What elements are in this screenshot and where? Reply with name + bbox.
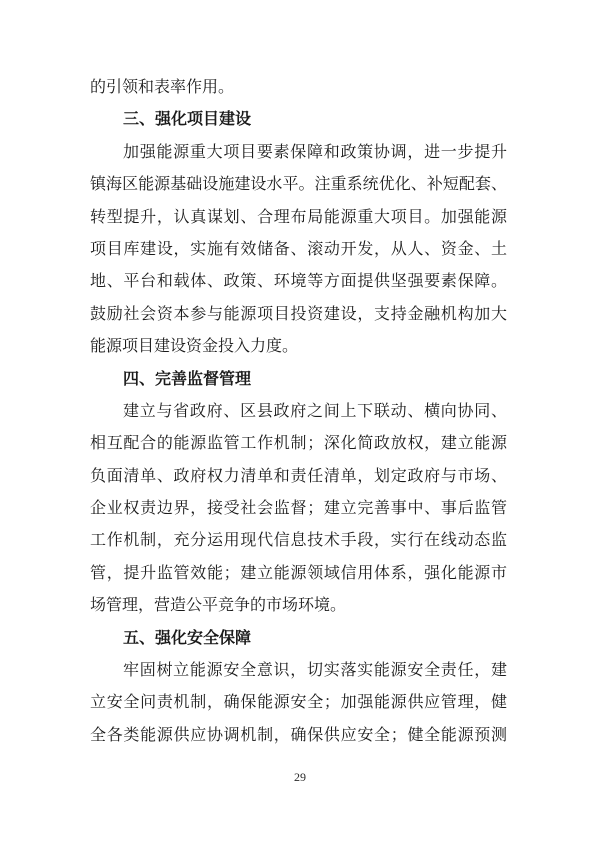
- text-line: 项目库建设，实施有效储备、滚动开发，从人、资金、土: [90, 240, 507, 258]
- text-line: 建立与省政府、区县政府之间上下联动、横向协同、: [123, 402, 507, 420]
- section-heading-5: 五、强化安全保障: [123, 629, 252, 647]
- section-heading-4: 四、完善监督管理: [123, 370, 252, 388]
- text-line: 能源项目建设资金投入力度。: [90, 338, 299, 356]
- text-line: 鼓励社会资本参与能源项目投资建设，支持金融机构加大: [90, 305, 507, 323]
- document-body: [90, 72, 507, 752]
- text-line: 立安全问责机制，确保能源安全；加强能源供应管理，健: [90, 694, 507, 712]
- text-line: 企业权责边界，接受社会监督；建立完善事中、事后监管: [90, 500, 507, 518]
- text-line: 管，提升监管效能；建立能源领域信用体系，强化能源市: [90, 564, 507, 582]
- text-line: 牢固树立能源安全意识，切实落实能源安全责任，建: [123, 662, 507, 680]
- text-line: 镇海区能源基础设施建设水平。注重系统优化、补短配套、: [90, 176, 507, 194]
- text-line: 转型提升，认真谋划、合理布局能源重大项目。加强能源: [90, 208, 507, 226]
- text-line: 全各类能源供应协调机制，确保供应安全；健全能源预测: [90, 726, 507, 744]
- text-line: 相互配合的能源监管工作机制；深化简政放权，建立能源: [90, 435, 507, 453]
- text-line: 地、平台和载体、政策、环境等方面提供坚强要素保障。: [90, 273, 507, 291]
- text-line: 加强能源重大项目要素保障和政策协调，进一步提升: [123, 143, 507, 161]
- page-number: 29: [294, 770, 306, 785]
- section-heading-3: 三、强化项目建设: [123, 111, 252, 129]
- text-line: 的引领和表率作用。: [90, 79, 235, 96]
- text-line: 工作机制，充分运用现代信息技术手段，实行在线动态监: [90, 532, 507, 550]
- text-line: 场管理，营造公平竞争的市场环境。: [90, 597, 347, 615]
- text-line: 负面清单、政府权力清单和责任清单，划定政府与市场、: [90, 467, 507, 485]
